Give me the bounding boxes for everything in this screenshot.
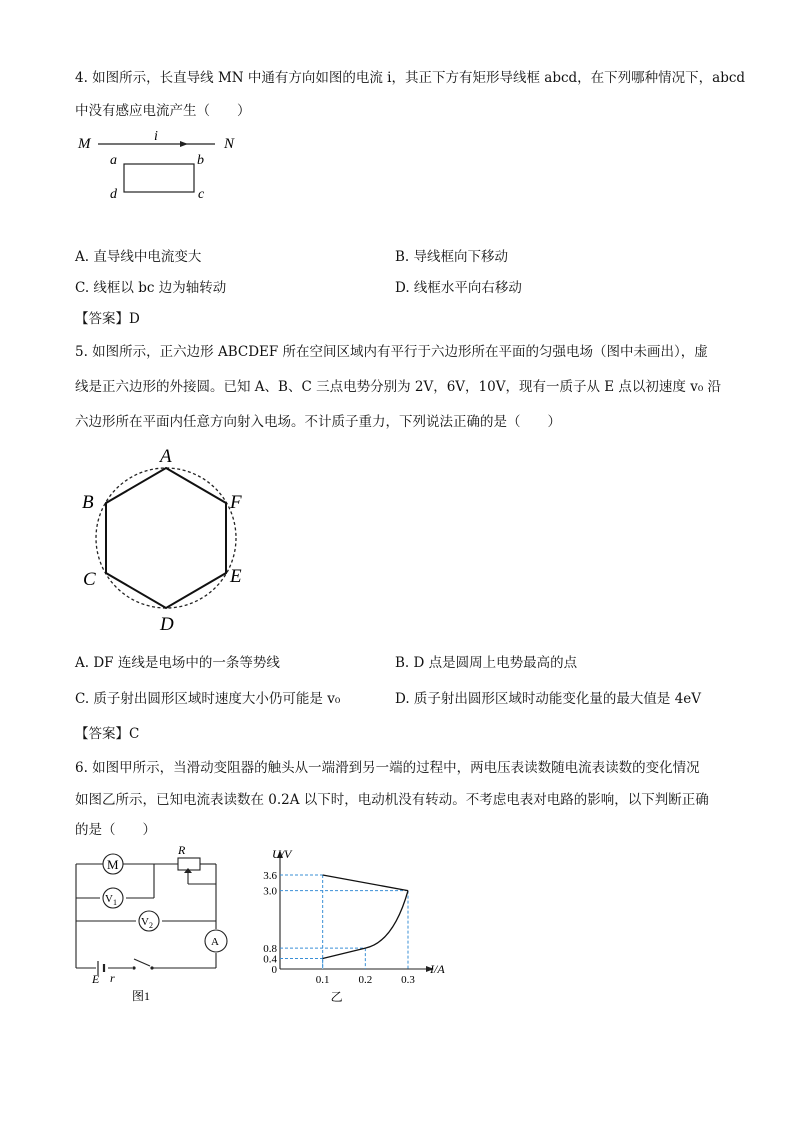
q6-text-line-3: 的是（ ） — [75, 822, 156, 838]
q5-option-a: A. DF 连线是电场中的一条等势线 — [75, 655, 280, 671]
vertex-E: E — [230, 566, 242, 587]
vertex-B: B — [82, 492, 94, 513]
y-tick-label: 0 — [271, 964, 277, 976]
vertex-F: F — [230, 492, 242, 513]
label-c: c — [198, 187, 205, 202]
q4-option-b: B. 导线框向下移动 — [395, 249, 509, 265]
q5-text-line-1: 5. 如图所示，正六边形 ABCDEF 所在空间区域内有平行于六边形所在平面的匀强电场（图中未画出），虚 — [75, 344, 708, 360]
q6-ui-graph — [250, 842, 445, 1007]
x-tick-label: 0.1 — [315, 974, 330, 986]
y-axis-label: U/V — [272, 847, 292, 861]
regular-hexagon — [106, 468, 226, 608]
circuit-caption: 图1 — [132, 989, 151, 1003]
emf-label: E — [92, 972, 100, 986]
vertex-D: D — [160, 614, 174, 635]
q5-option-d: D. 质子射出圆形区域时动能变化量的最大值是 4eV — [395, 691, 702, 707]
x-tick-label: 0.2 — [358, 974, 373, 986]
q4-answer: 【答案】D — [75, 311, 140, 327]
q5-option-b: B. D 点是圆周上电势最高的点 — [395, 655, 578, 671]
label-N: N — [224, 136, 235, 152]
y-tick-label: 0.8 — [263, 943, 277, 956]
y-tick-label: 3.6 — [263, 870, 277, 882]
q5-hexagon-figure — [78, 440, 258, 640]
q6-text-line-1: 6. 如图甲所示，当滑动变阻器的触头从一端滑到另一端的过程中，两电压表读数随电流表读数的变化情况 — [75, 760, 700, 776]
resistor-label: R — [178, 843, 186, 857]
label-a: a — [110, 153, 117, 168]
label-M: M — [78, 136, 91, 152]
q4-text-line-1: 4. 如图所示，长直导线 MN 中通有方向如图的电流 i，其正下方有矩形导线框 abcd，在下列哪种情况下，abcd — [75, 70, 746, 86]
rheostat — [178, 858, 200, 870]
label-i: i — [154, 129, 158, 144]
q5-text-line-2: 线是正六边形的外接圆。已知 A、B、C 三点电势分别为 2V，6V，10V，现有一质子从 E 点以初速度 v₀ 沿 — [75, 379, 722, 395]
q4-option-c: C. 线框以 bc 边为轴转动 — [75, 280, 227, 296]
q6-text-line-2: 如图乙所示，已知电流表读数在 0.2A 以下时，电动机没有转动。不考虑电表对电路的影响，以下判断正确 — [75, 792, 709, 808]
ammeter-label: A — [211, 936, 219, 948]
q4-option-d: D. 线框水平向右移动 — [395, 280, 522, 296]
vertex-A: A — [160, 446, 172, 467]
v1-label: $V_1$ — [105, 893, 117, 907]
motor-label: M — [107, 857, 119, 872]
x-axis-label: I/A — [430, 962, 445, 976]
q4-figure — [70, 128, 250, 208]
internal-resistance-label: r — [110, 971, 115, 985]
q5-text-line-3: 六边形所在平面内任意方向射入电场。不计质子重力，下列说法正确的是（ ） — [75, 414, 561, 430]
q4-option-a: A. 直导线中电流变大 — [75, 249, 202, 265]
q5-answer: 【答案】C — [75, 726, 140, 742]
v2-label: $V_2$ — [141, 916, 153, 930]
vertex-C: C — [83, 569, 96, 590]
x-tick-label: 0.3 — [401, 974, 415, 986]
q6-circuit-figure — [70, 842, 240, 1007]
circumcircle — [96, 468, 236, 608]
series-v1-line — [323, 875, 408, 891]
label-b: b — [197, 153, 204, 168]
q4-text-line-2: 中没有感应电流产生（ ） — [75, 103, 251, 119]
rectangular-loop — [124, 164, 194, 192]
label-d: d — [110, 187, 117, 202]
q5-option-c: C. 质子射出圆形区域时速度大小仍可能是 v₀ — [75, 691, 341, 707]
y-tick-label: 3.0 — [263, 885, 277, 898]
graph-caption: 乙 — [330, 990, 343, 1004]
y-tick-label: 0.4 — [263, 953, 277, 966]
